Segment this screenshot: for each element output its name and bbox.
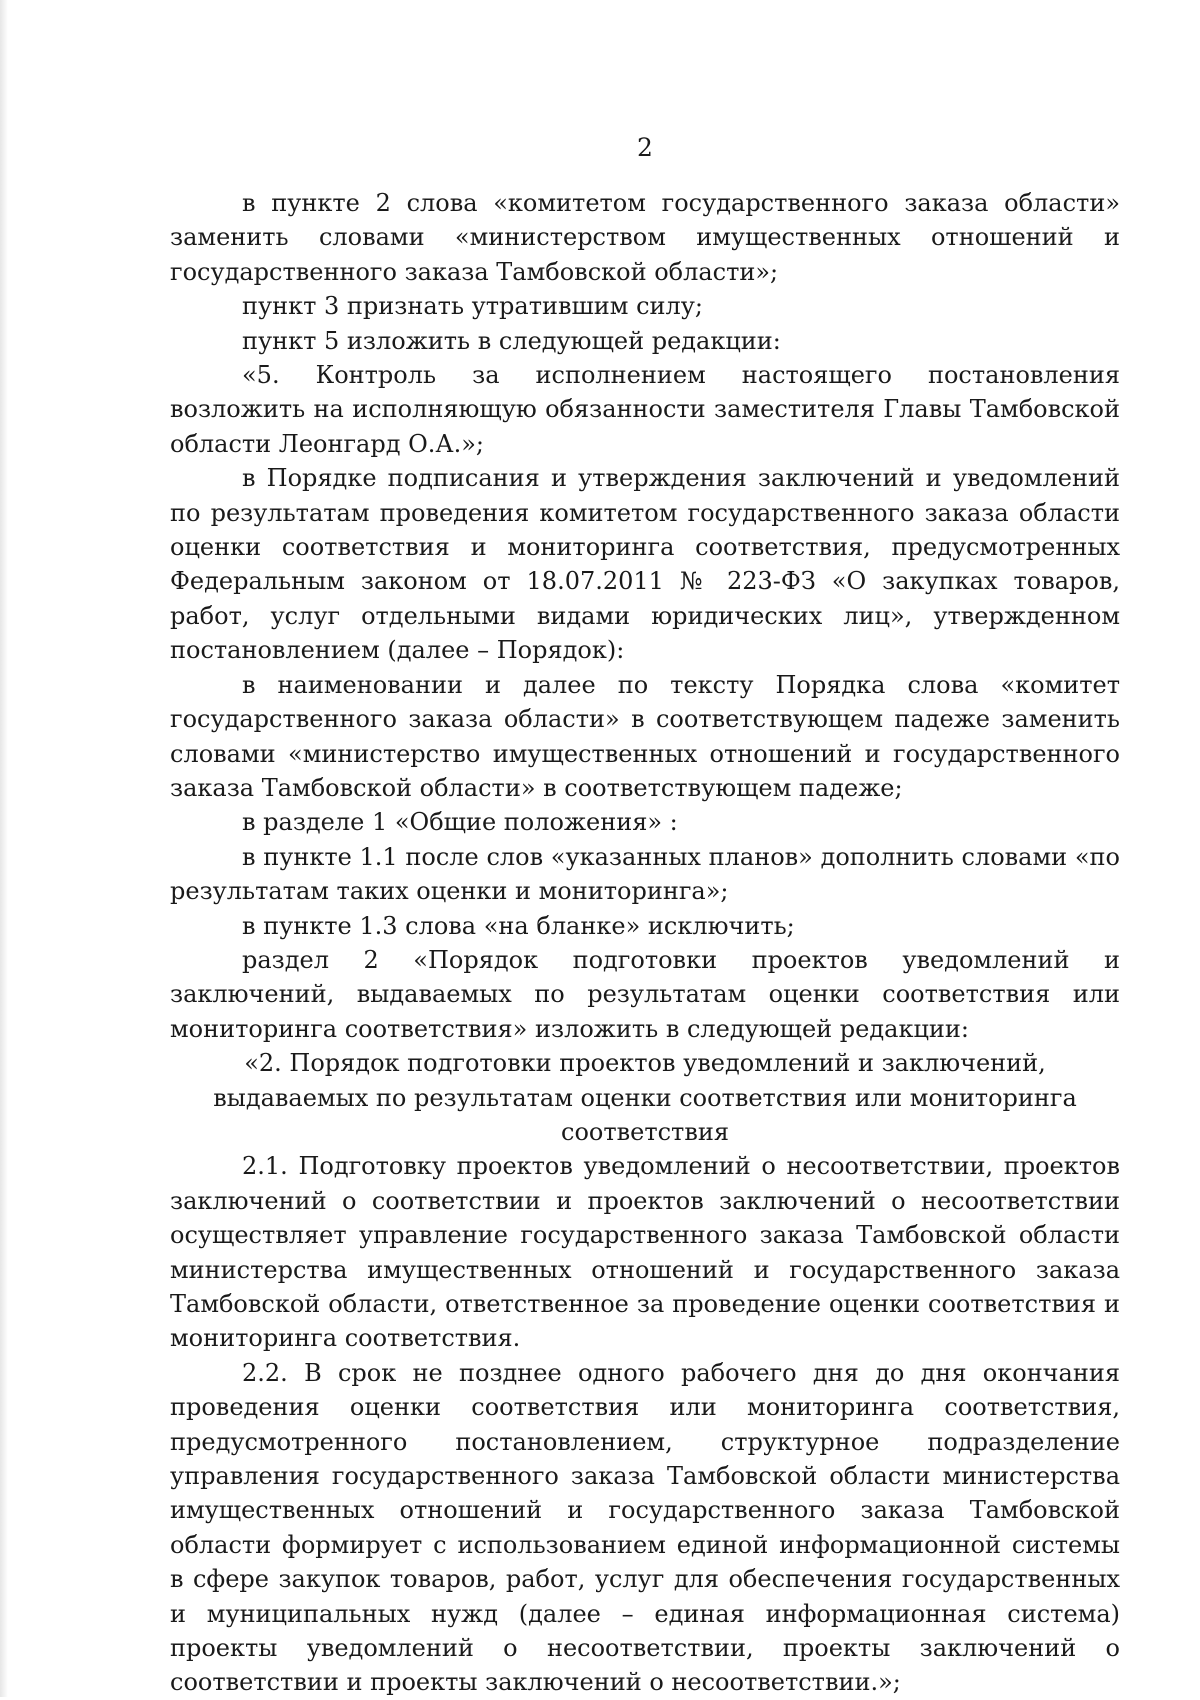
page-number: 2 bbox=[637, 133, 653, 162]
paragraph-6: в наименовании и далее по тексту Порядка слова «комитет государственного заказа области» в соответствующем падеже заменить словами «министерство имущественных отношений и государственного заказа Тамбовской области» в соответствующем падеже; bbox=[170, 670, 1120, 802]
paragraph-10: раздел 2 «Порядок подготовки проектов уведомлений и заключений, выдаваемых по результатам оценки соответствия или мониторинга соответствия» изложить в следующей редакции: bbox=[170, 945, 1120, 1043]
paragraph-1: в пункте 2 слова «комитетом государственного заказа области» заменить словами «министерством имущественных отношений и государственного заказа Тамбовской области»; bbox=[170, 189, 1120, 286]
paragraph-4: «5. Контроль за исполнением настоящего постановления возложить на исполняющую обязанности заместителя Главы Тамбовской области Леонгард О.А.»; bbox=[170, 361, 1120, 458]
clause-2-2: 2.2. В срок не позднее одного рабочего дня до дня окончания проведения оценки соответствия или мониторинга соответствия, предусмотренного постановлением, структурное подразделение управления государственного заказа Тамбовской области министерства имущественных отношений и государственного заказа Тамбовской области формирует с использованием единой информационной системы в сфере закупок товаров, работ, услуг для обеспечения государственных и муниципальных нужд (далее – единая информационная система) проекты уведомлений о несоответствии, проекты заключений о соответствии и проекты заключений о несоответствии.»; bbox=[170, 1358, 1120, 1697]
paragraph-3: пункт 5 изложить в следующей редакции: bbox=[242, 326, 781, 355]
scan-edge-shadow bbox=[0, 0, 8, 1697]
paragraph-9: в пункте 1.3 слова «на бланке» исключить; bbox=[242, 911, 795, 940]
clause-2-1: 2.1. Подготовку проектов уведомлений о несоответствии, проектов заключений о соответствии и проектов заключений о несоответствии осуществляет управление государственного заказа Тамбовской области министерства имущественных отношений и государственного заказа Тамбовской области, ответственное за проведение оценки соответствия и мониторинга соответствия. bbox=[170, 1152, 1120, 1353]
paragraph-8: в пункте 1.1 после слов «указанных планов» дополнить словами «по результатам таких оценки и мониторинга»; bbox=[170, 842, 1120, 906]
document-body bbox=[170, 186, 1120, 1700]
paragraph-2: пункт 3 признать утратившим силу; bbox=[242, 292, 703, 321]
paragraph-7: в разделе 1 «Общие положения» : bbox=[242, 808, 678, 837]
paragraph-5: в Порядке подписания и утверждения заключений и уведомлений по результатам проведения комитетом государственного заказа области оценки соответствия и мониторинга соответствия, предусмотренных Федеральным законом от 18.07.2011 № 223-ФЗ «О закупках товаров, работ, услуг отдельными видами юридических лиц», утвержденном постановлением (далее – Порядок): bbox=[170, 464, 1120, 665]
section-heading-line-1: «2. Порядок подготовки проектов уведомлений и заключений, bbox=[244, 1049, 1046, 1078]
section-heading-line-2: выдаваемых по результатам оценки соответствия или мониторинга bbox=[213, 1083, 1077, 1112]
section-heading-line-3: соответствия bbox=[561, 1117, 729, 1146]
